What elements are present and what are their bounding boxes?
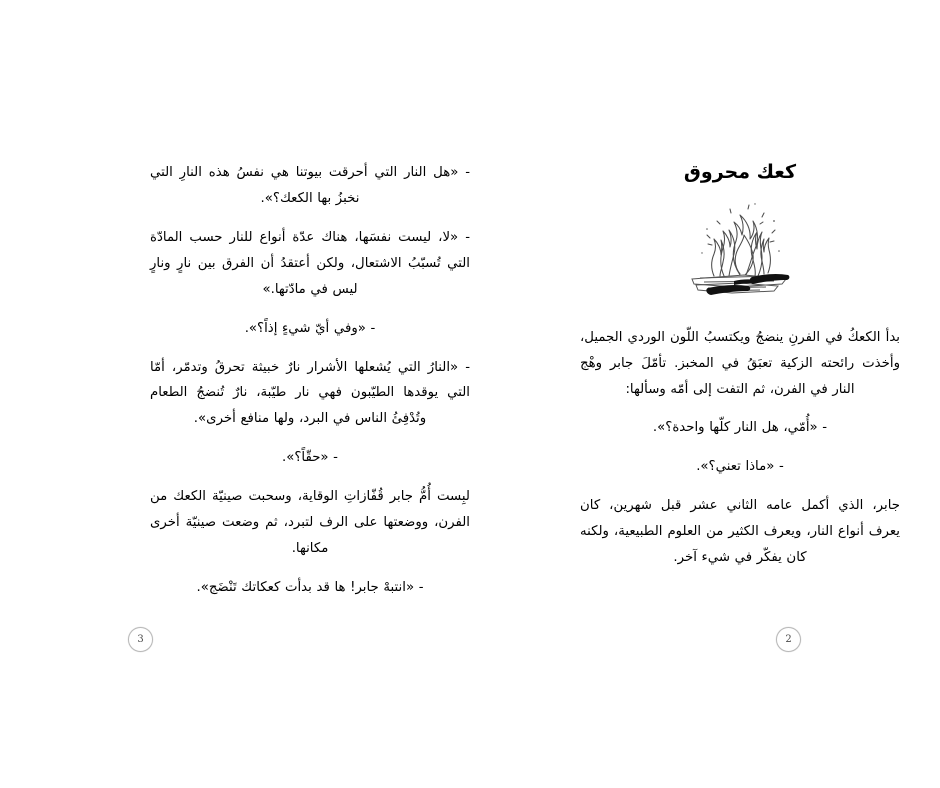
page-number-value: 3 (137, 634, 144, 645)
paragraph: بدأ الكعكُ في الفرنِ ينضجُ ويكتسبُ اللّون الوردي الجميل، وأخذت رائحته الزكية تعبَقُ في المخبز. تأمّلَ جابر وهْج النار في الفرن، ثم التفت إلى أمّه وسألها: (580, 329, 900, 397)
chapter-title: كعك محروق (683, 161, 797, 183)
paragraph: - «وفي أيّ شيءٍ إذاً؟». (244, 320, 376, 336)
paragraph: - «النارُ التي يُشعلها الأشرار نارٌ خبيثة تحرقُ وتدمّر، أمّا التي يوقدها الطيّبون فهي نار طيّبة، نارٌ تُنضجُ الطعام وتُدْفِئُ الناس في البرد، ولها منافع أخرى». (150, 359, 470, 427)
paragraph: - «لا، ليست نفسَها، هناك عدّة أنواع للنار حسب المادّة التي تُسبّبُ الاشتعال، ولكن أعتقدُ أن الفرق بين نارٍ ونارٍ ليس في مادّتها.» (150, 229, 470, 297)
page-content-left (150, 160, 470, 601)
page-number-badge (128, 627, 153, 652)
paragraph: - «أُمّي، هل النار كلّها واحدة؟». (652, 420, 828, 436)
page-content-right (580, 160, 900, 571)
paragraph: لبِست أُمُّ جابر قُفّازاتِ الوقاية، وسحبت صينيّة الكعك من الفرن، ووضعتها على الرف لتبرد، ثم وضعت صينيّة أخرى مكانها. (150, 489, 470, 557)
page-number-value: 2 (785, 634, 792, 645)
paragraph: - «حقّاً؟». (282, 450, 338, 466)
paragraph: - «انتبهْ جابر! ها قد بدأت كعكاتك تَنْضَج». (196, 579, 424, 595)
page-number-badge (776, 627, 801, 652)
paragraph: - «ماذا تعني؟». (696, 459, 784, 475)
paragraph: جابر، الذي أكمل عامه الثاني عشر قبل شهرين، كان يعرف أنواع النار، ويعرف الكثير من العلوم الطبيعية، ولكنه كان يفكّر في شيء آخر. (580, 498, 900, 566)
book-page-right (470, 0, 940, 788)
paragraph: - «هل النار التي أحرقت بيوتنا هي نفسُ هذه النارِ التي نخبزُ بها الكعك؟». (150, 165, 470, 206)
campfire-illustration (674, 191, 806, 303)
